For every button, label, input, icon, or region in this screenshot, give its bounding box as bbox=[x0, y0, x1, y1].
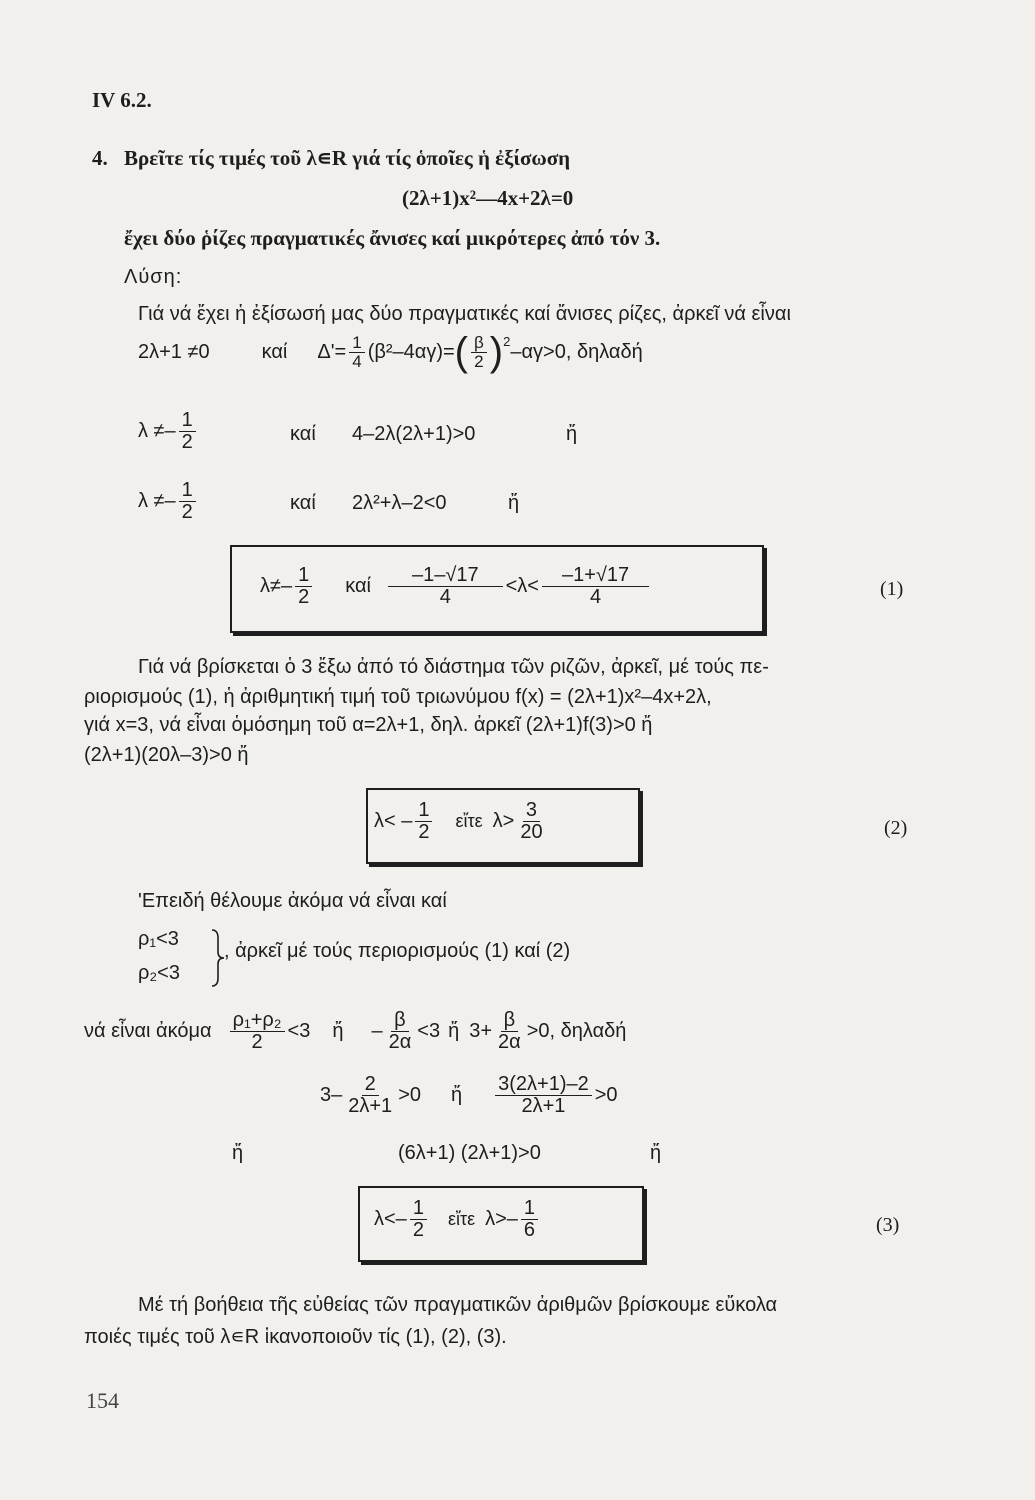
frac-num: 1 bbox=[415, 800, 432, 822]
fraction-half bbox=[410, 1198, 427, 1241]
frac-den: 4 bbox=[352, 351, 362, 371]
line-start: νά εἶναι ἀκόμα bbox=[84, 1020, 212, 1042]
minus-sign: – bbox=[371, 1020, 383, 1042]
three-minus: 3– bbox=[320, 1084, 343, 1106]
kai-word: καί bbox=[290, 423, 316, 445]
frac-num: 1 bbox=[349, 334, 364, 353]
inequality-expr: 2λ²+λ–2<0 bbox=[352, 492, 447, 514]
frac-den: 2α bbox=[388, 1031, 412, 1053]
fraction-half bbox=[179, 480, 196, 523]
fraction-2-over bbox=[345, 1074, 395, 1117]
tag-3: (3) bbox=[876, 1214, 900, 1236]
gt-zero: >0 bbox=[594, 1084, 618, 1106]
paragraph-line: 'Επειδή θέλουμε ἀκόμα νά εἶναι καί bbox=[138, 890, 447, 912]
condition-line-1 bbox=[138, 332, 643, 372]
kai-word: καί bbox=[290, 492, 316, 514]
lambda-ne: λ≠– bbox=[260, 575, 293, 597]
frac-den: 6 bbox=[523, 1219, 536, 1241]
eite-word: εἴτε bbox=[447, 1209, 476, 1229]
expr-rest: –αγ>0, δηλαδή bbox=[510, 340, 643, 363]
solution-intro: Γιά νά ἔχει ἡ ἐξίσωσή μας δύο πραγματικές καί ἄνισες ρίζες, ἀρκεῖ νά εἶναι bbox=[138, 303, 791, 325]
three-plus: 3+ bbox=[469, 1020, 493, 1042]
frac-num: ρ₁+ρ₂ bbox=[230, 1010, 285, 1032]
fraction-quarter bbox=[349, 334, 364, 371]
frac-den: 4 bbox=[439, 586, 451, 608]
lt-three: <3 bbox=[287, 1020, 311, 1042]
kai-word: καί bbox=[261, 340, 288, 363]
exponent: 2 bbox=[503, 334, 511, 349]
solution-label: Λύση: bbox=[124, 266, 183, 288]
frac-den: 2 bbox=[474, 351, 484, 371]
rho1-condition: ρ₁<3 bbox=[138, 928, 179, 950]
frac-num: 3(2λ+1)–2 bbox=[495, 1074, 592, 1096]
frac-den: 4 bbox=[589, 586, 602, 608]
fraction-beta-half bbox=[471, 334, 487, 371]
fraction-beta-2a bbox=[386, 1010, 415, 1053]
page-number: 154 bbox=[86, 1388, 119, 1413]
tag-1: (1) bbox=[880, 578, 904, 600]
inequality-expr: 4–2λ(2λ+1)>0 bbox=[352, 423, 476, 445]
problem-condition: ἔχει δύο ῥίζες πραγματικές ἄνισες καί μικρότερες ἀπό τόν 3. bbox=[124, 226, 661, 250]
fraction-half bbox=[415, 800, 432, 843]
fraction-combined bbox=[495, 1074, 592, 1117]
problem-equation: (2λ+1)x²—4x+2λ=0 bbox=[402, 186, 574, 210]
lambda-lt: λ<– bbox=[374, 1208, 407, 1230]
box2-content bbox=[374, 800, 549, 843]
result-box-1 bbox=[230, 545, 764, 633]
paragraph-line: Γιά νά βρίσκεται ὁ 3 ἔξω ἀπό τό διάστημα τῶν ριζῶν, ἀρκεῖ, μέ τούς πε- bbox=[138, 656, 769, 678]
product-expr: (6λ+1) (2λ+1)>0 bbox=[398, 1142, 541, 1164]
expr-left: 2λ+1 ≠0 bbox=[138, 340, 210, 363]
frac-num: 2 bbox=[362, 1074, 379, 1096]
frac-den: 2 bbox=[181, 431, 193, 453]
conclusion-line: Μέ τή βοήθεια τῆς εὐθείας τῶν πραγματικῶν ἀριθμῶν βρίσκουμε εὔκολα bbox=[138, 1294, 778, 1316]
or-word: ἤ bbox=[332, 1020, 344, 1042]
frac-num: –1+√17 bbox=[542, 565, 649, 587]
fraction-right-root bbox=[542, 565, 649, 608]
or-word: ἤ bbox=[650, 1142, 662, 1164]
condition-line-5 bbox=[320, 1074, 618, 1117]
between-expr: <λ< bbox=[505, 575, 539, 597]
frac-num: 1 bbox=[295, 565, 312, 587]
paren-open: ( bbox=[454, 330, 468, 374]
frac-num: 1 bbox=[179, 480, 196, 502]
frac-num: 1 bbox=[410, 1198, 427, 1220]
fraction-half bbox=[179, 410, 196, 453]
frac-den: 2λ+1 bbox=[521, 1095, 566, 1117]
delta-prime: Δ'= bbox=[317, 340, 347, 363]
lambda-ne: λ ≠– bbox=[138, 420, 176, 442]
box3-content bbox=[374, 1198, 541, 1241]
frac-num: β bbox=[471, 334, 487, 353]
condition-line-2 bbox=[138, 410, 199, 453]
fraction-left-root bbox=[388, 565, 503, 608]
gt-zero: >0 bbox=[398, 1084, 421, 1106]
or-word: ἤ bbox=[451, 1084, 463, 1106]
frac-den: 2 bbox=[412, 1219, 424, 1241]
lambda-ne: λ ≠– bbox=[138, 490, 176, 512]
lambda-gt: λ>– bbox=[485, 1208, 518, 1230]
brace-text: , ἀρκεῖ μέ τούς περιορισμούς (1) καί (2) bbox=[224, 940, 571, 962]
frac-den: 2 bbox=[251, 1031, 263, 1053]
or-word: ἤ bbox=[232, 1142, 244, 1164]
kai-word: καί bbox=[345, 575, 371, 597]
paragraph-line: (2λ+1)(20λ–3)>0 ἤ bbox=[84, 744, 249, 766]
fraction-rho-sum bbox=[230, 1010, 285, 1053]
frac-num: 1 bbox=[179, 410, 196, 432]
section-header: IV 6.2. bbox=[92, 88, 152, 112]
frac-den: 2 bbox=[418, 821, 430, 843]
rho2-condition: ρ₂<3 bbox=[138, 962, 180, 984]
or-word: ἤ bbox=[448, 1020, 460, 1042]
line-end: >0, δηλαδή bbox=[526, 1020, 627, 1042]
problem-statement: Βρεῖτε τίς τιμές τοῦ λ∊R γιά τίς ὁποῖες ἡ ἐξίσωση bbox=[124, 146, 571, 170]
frac-den: 2λ+1 bbox=[348, 1095, 393, 1117]
result-box-3 bbox=[358, 1186, 644, 1262]
discriminant-expr: (β²–4αγ)= bbox=[367, 340, 455, 363]
fraction-half bbox=[295, 565, 312, 608]
fraction-sixth bbox=[521, 1198, 538, 1241]
frac-num: 1 bbox=[521, 1198, 538, 1220]
fraction-beta-2a bbox=[495, 1010, 524, 1053]
condition-line-3 bbox=[138, 480, 199, 523]
or-word: ἤ bbox=[566, 423, 578, 445]
or-word: ἤ bbox=[508, 492, 520, 514]
fraction-3-20 bbox=[517, 800, 545, 843]
eite-word: εἴτε bbox=[455, 811, 483, 831]
frac-num: β bbox=[501, 1010, 519, 1032]
result-box-2 bbox=[366, 788, 640, 864]
lt-three: <3 bbox=[417, 1020, 441, 1042]
box1-content bbox=[260, 565, 652, 608]
condition-line-4 bbox=[84, 1010, 626, 1053]
tag-2: (2) bbox=[884, 817, 908, 839]
frac-den: 2 bbox=[181, 501, 193, 523]
conclusion-line: ποιές τιμές τοῦ λ∊R ἱκανοποιοῦν τίς (1), (2), (3). bbox=[84, 1326, 507, 1348]
lambda-gt: λ> bbox=[492, 810, 515, 832]
paragraph-line: γιά x=3, νά εἶναι ὁμόσημη τοῦ α=2λ+1, δηλ. ἀρκεῖ (2λ+1)f(3)>0 ἤ bbox=[84, 714, 653, 736]
frac-num: –1–√17 bbox=[388, 565, 503, 587]
frac-num: 3 bbox=[523, 800, 540, 822]
frac-den: 2α bbox=[498, 1031, 521, 1053]
lambda-lt: λ< – bbox=[374, 810, 413, 832]
paragraph-line: ριορισμούς (1), ἡ ἀριθμητική τιμή τοῦ τριωνύμου f(x) = (2λ+1)x²–4x+2λ, bbox=[84, 686, 712, 708]
frac-den: 2 bbox=[298, 586, 310, 608]
problem-number: 4. bbox=[92, 146, 108, 170]
frac-den: 20 bbox=[520, 821, 543, 843]
frac-num: β bbox=[391, 1010, 409, 1032]
paren-close: ) bbox=[489, 330, 504, 374]
